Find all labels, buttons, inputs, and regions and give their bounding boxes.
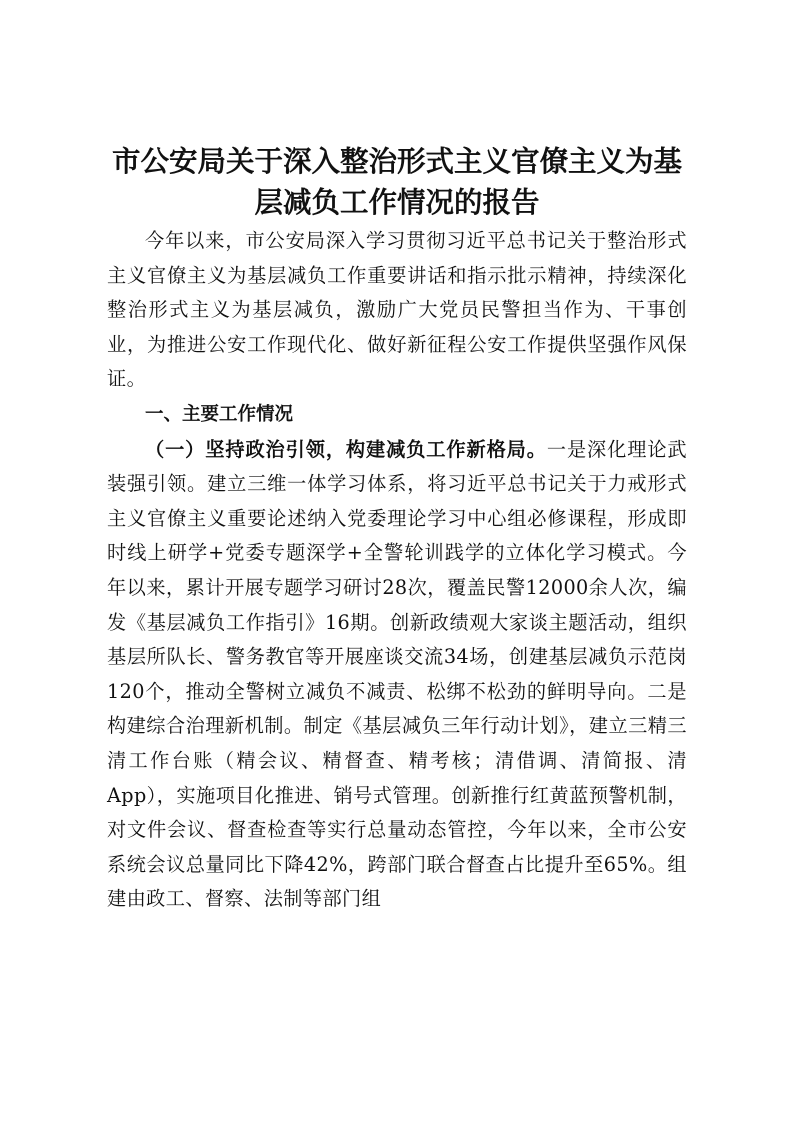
subsection-lead-1: （一）坚持政治引领，构建减负工作新格局。 [145,437,547,461]
intro-paragraph: 今年以来，市公安局深入学习贯彻习近平总书记关于整治形式主义官僚主义为基层减负工作重要讲话和指示批示精神，持续深化整治形式主义为基层减负，激励广大党员民警担当作为、干事创业，为推进公安工作现代化、做好新征程公安工作提供坚强作风保证。 [107,229,687,391]
document-page [107,141,687,917]
subsection-paragraph-1 [107,433,687,917]
section-heading-1: 一、主要工作情况 [145,403,294,425]
subsection-body-1: 一是深化理论武装强引领。建立三维一体学习体系，将习近平总书记关于力戒形式主义官僚主义重要论述纳入党委理论学习中心组必修课程，形成即时线上研学+党委专题深学+全警轮训践学的立体化学习模式。今年以来，累计开展专题学习研讨28次，覆盖民警12000余人次，编发《基层减负工作指引》16期。创新政绩观大家谈主题活动，组织基层所队长、警务教官等开展座谈交流34场，创建基层减负示范岗120个，推动全警树立减负不减责、松绑不松劲的鲜明导向。二是构建综合治理新机制。制定《基层减负三年行动计划》，建立三精三清工作台账（精会议、精督查、精考核；清借调、清简报、清App），实施项目化推进、销号式管理。创新推行红黄蓝预警机制，对文件会议、督查检查等实行总量动态管控，今年以来，全市公安系统会议总量同比下降42%，跨部门联合督查占比提升至65%。组建由政工、督察、法制等部门组 [107,437,688,911]
document-title: 市公安局关于深入整治形式主义官僚主义为基层减负工作情况的报告 [111,144,682,219]
